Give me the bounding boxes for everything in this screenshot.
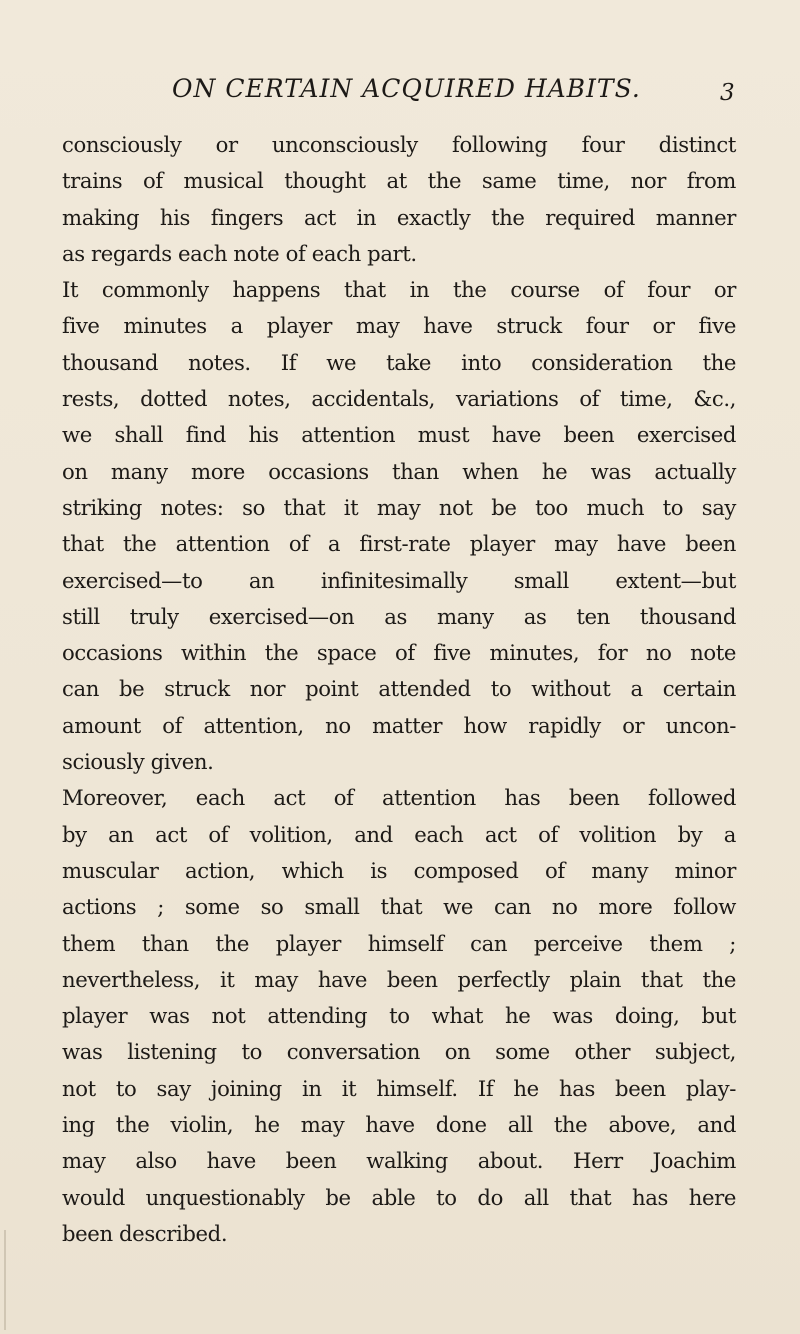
text-line: on many more occasions than when he was actually [62, 458, 736, 484]
text-line: was listening to conversation on some other subject, [62, 1039, 736, 1065]
page-number: 3 [720, 80, 735, 106]
text-line: sciously given. [62, 749, 214, 775]
text-line: not to say joining in it himself. If he has been play- [62, 1075, 736, 1101]
text-line: may also have been walking about. Herr Joachim [62, 1148, 736, 1174]
text-line: we shall find his attention must have been exercised [62, 422, 736, 448]
paragraph-start-line: Moreover, each act of attention has been followed [62, 785, 736, 811]
text-line: still truly exercised—on as many as ten thousand [62, 603, 736, 629]
text-line: consciously or unconsciously following four distinct [62, 132, 736, 157]
text-line: ing the violin, he may have done all the above, and [62, 1112, 736, 1138]
running-title: ON CERTAIN ACQUIRED HABITS. [172, 74, 641, 103]
text-line: thousand notes. If we take into consideration the [62, 349, 736, 375]
text-line: them than the player himself can perceive them ; [62, 930, 736, 956]
page-header [0, 74, 800, 114]
text-line: making his fingers act in exactly the required manner [62, 204, 736, 230]
text-line: amount of attention, no matter how rapidly or uncon- [62, 712, 736, 738]
text-line: can be struck nor point attended to without a certain [62, 676, 736, 702]
text-line: five minutes a player may have struck four or five [62, 313, 736, 339]
text-line: rests, dotted notes, accidentals, variations of time, &c., [62, 386, 736, 412]
text-line: exercised—to an infinitesimally small extent—but [62, 567, 736, 593]
text-line: that the attention of a first-rate player may have been [62, 531, 736, 557]
text-line: actions ; some so small that we can no more follow [62, 894, 736, 920]
text-line: as regards each note of each part. [62, 240, 417, 266]
paragraph-start-line: It commonly happens that in the course of four or [62, 277, 736, 303]
body-text [62, 127, 736, 1252]
text-line: by an act of volition, and each act of volition by a [62, 821, 736, 847]
text-line: nevertheless, it may have been perfectly plain that the [62, 966, 736, 992]
text-line: been described. [62, 1220, 228, 1246]
page-edge-shadow [4, 1230, 6, 1330]
text-line: player was not attending to what he was doing, but [62, 1003, 736, 1029]
text-line: trains of musical thought at the same time, nor from [62, 168, 736, 194]
text-line: striking notes: so that it may not be too much to say [62, 494, 736, 520]
text-line: muscular action, which is composed of many minor [62, 857, 736, 883]
text-line: would unquestionably be able to do all that has here [62, 1184, 736, 1210]
text-line: occasions within the space of five minutes, for no note [62, 640, 736, 666]
